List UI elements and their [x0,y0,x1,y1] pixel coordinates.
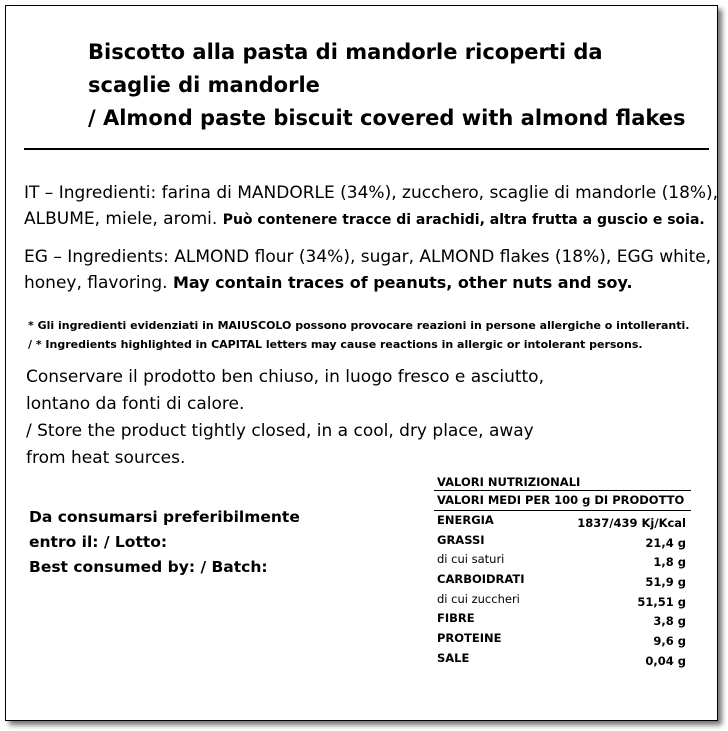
nutrient-value: 0,04 g [645,653,686,668]
nutrition-row [434,590,691,610]
allergy-note-en: / * Ingredients highlighted in CAPITAL letters may cause reactions in allergic or intolerant persons. [28,338,643,351]
nutrient-name: di cui saturi [437,552,505,567]
storage-line-4: from heat sources. [26,448,186,468]
nutrient-name: CARBOIDRATI [437,572,525,587]
ingredients-en-warning: May contain traces of peanuts, other nuts and soy. [172,273,633,292]
nutrition-subtitle: VALORI MEDI PER 100 g DI PRODOTTO [434,491,691,511]
title-line-3: / Almond paste biscuit covered with almond flakes [88,106,686,130]
nutrition-table [434,474,691,669]
nutrient-name: ENERGIA [437,513,494,527]
nutrient-name: GRASSI [437,532,485,547]
nutrition-title: VALORI NUTRIZIONALI [434,474,691,491]
ingredients-en [24,244,719,296]
storage-line-2: lontano da fonti di calore. [26,394,245,414]
nutrient-value: 21,4 g [645,535,686,550]
storage-line-3: / Store the product tightly closed, in a cool, dry place, away [26,421,534,441]
ingredients-it-warning: Può contenere tracce di arachidi, altra frutta a guscio e soia. [222,212,705,228]
nutrient-name: FIBRE [437,611,475,626]
nutrient-name: PROTEINE [437,631,502,646]
nutrition-row [434,550,691,570]
nutrient-value: 1837/439 Kj/Kcal [577,516,686,530]
best-by-line-1: Da consumarsi preferibilmente [29,508,300,526]
nutrient-name: SALE [437,650,470,665]
nutrition-row [434,531,691,551]
title-divider [24,148,709,150]
allergy-note [28,316,689,354]
product-title [88,36,686,135]
nutrition-row [434,649,691,669]
ingredients-it-text: IT – Ingredienti: farina di MANDORLE (34%), zucchero, scaglie di mandorle (18%), ALBUME, miele, aromi. [24,183,719,229]
ingredients-it [24,180,719,233]
best-by-line-3: Best consumed by: / Batch: [29,558,268,576]
storage-line-1: Conservare il prodotto ben chiuso, in luogo fresco e asciutto, [26,367,544,387]
nutrient-value: 9,6 g [653,634,686,649]
storage-instructions [26,364,544,472]
ingredients-en-text: EG – Ingredients: ALMOND flour (34%), sugar, ALMOND flakes (18%), EGG white, honey, flavoring. [24,247,712,293]
nutrition-row [434,511,691,531]
best-by-batch [29,505,300,580]
best-by-line-2: entro il: / Lotto: [29,533,168,551]
nutrient-value: 51,9 g [645,575,686,590]
nutrient-value: 51,51 g [637,594,686,609]
nutrient-name: di cui zuccheri [437,591,520,606]
title-line-2: scaglie di mandorle [88,73,320,97]
title-line-1: Biscotto alla pasta di mandorle ricoperti da [88,40,603,64]
nutrition-row [434,609,691,629]
nutrient-value: 3,8 g [653,614,686,629]
nutrition-row [434,629,691,649]
allergy-note-it: * Gli ingredienti evidenziati in MAIUSCOLO possono provocare reazioni in persone allergiche o intolleranti. [28,319,690,332]
nutrient-value: 1,8 g [653,555,686,570]
nutrition-row [434,570,691,590]
